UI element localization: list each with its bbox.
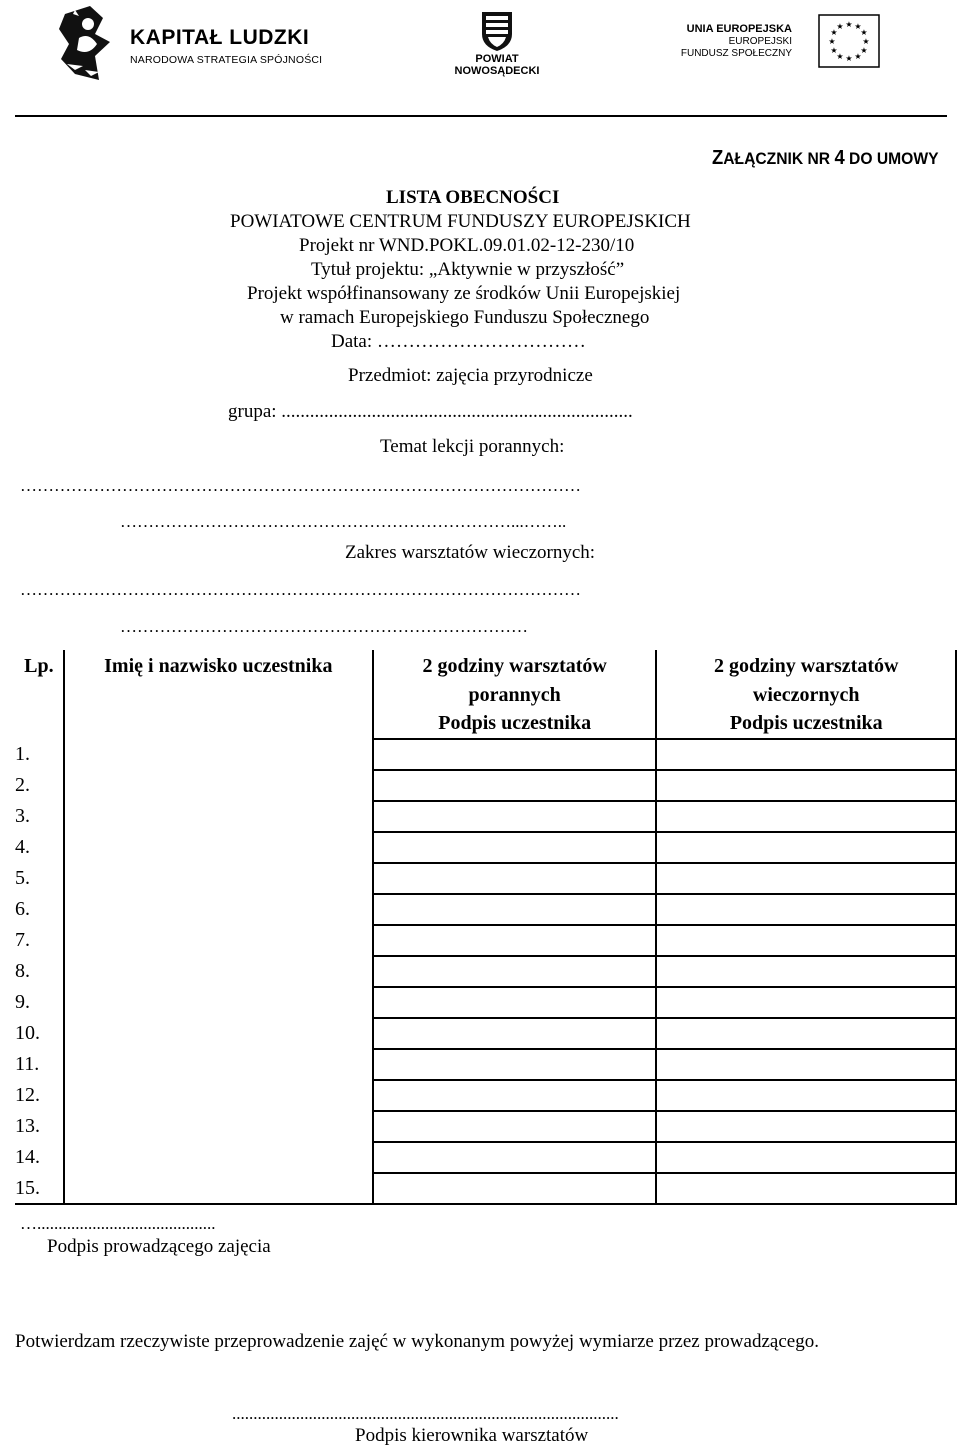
evening-signature-cell[interactable] xyxy=(656,1142,956,1173)
participant-name-cell[interactable] xyxy=(64,1111,373,1142)
organization-name: POWIATOWE CENTRUM FUNDUSZY EUROPEJSKICH xyxy=(230,211,691,232)
svg-text:★: ★ xyxy=(862,37,870,46)
evening-scope-dots-1: ……………………………………………………………………………………… xyxy=(20,580,581,599)
row-number: 15. xyxy=(15,1173,64,1204)
table-row xyxy=(15,1173,956,1204)
morning-signature-cell[interactable] xyxy=(373,1142,657,1173)
evening-signature-cell[interactable] xyxy=(656,863,956,894)
table-row xyxy=(15,987,956,1018)
column-morning-header: 2 godziny warsztatów porannych Podpis uczestnika xyxy=(373,650,657,739)
morning-topic-dots-2: ……………………………………………………………...…….. xyxy=(120,512,567,531)
instructor-signature-dots: ….......................................... xyxy=(20,1214,216,1233)
participant-name-cell[interactable] xyxy=(64,1018,373,1049)
document-title: LISTA OBECNOŚCI xyxy=(386,187,560,208)
participant-name-cell[interactable] xyxy=(64,987,373,1018)
morning-signature-cell[interactable] xyxy=(373,1049,657,1080)
group-field: grupa: .......................................................................... xyxy=(228,401,633,422)
row-number: 12. xyxy=(15,1084,40,1106)
row-number: 10. xyxy=(15,1022,40,1044)
kapital-ludzki-name: KAPITAŁ LUDZKI xyxy=(130,26,310,49)
svg-text:★: ★ xyxy=(828,37,836,46)
participant-name-cell[interactable] xyxy=(64,956,373,987)
column-evening-header: 2 godziny warsztatów wieczornych Podpis uczestnika xyxy=(656,650,956,739)
morning-signature-cell[interactable] xyxy=(373,801,657,832)
svg-text:★: ★ xyxy=(845,54,853,63)
cofinance-line-1: Projekt współfinansowany ze środków Unii Europejskiej xyxy=(247,283,681,304)
morning-signature-cell[interactable] xyxy=(373,1173,657,1204)
morning-signature-cell[interactable] xyxy=(373,770,657,801)
evening-signature-cell[interactable] xyxy=(656,832,956,863)
instructor-signature-label: Podpis prowadzącego zajęcia xyxy=(47,1236,271,1257)
project-number: Projekt nr WND.POKL.09.01.02-12-230/10 xyxy=(299,235,635,256)
row-number: 8. xyxy=(15,960,30,982)
row-number: 1. xyxy=(15,743,30,765)
table-row xyxy=(15,832,956,863)
participant-name-cell[interactable] xyxy=(64,1173,373,1204)
evening-signature-cell[interactable] xyxy=(656,1018,956,1049)
eu-line-3: FUNDUSZ SPOŁECZNY xyxy=(680,48,792,59)
row-number: 13. xyxy=(15,1115,40,1137)
evening-signature-cell[interactable] xyxy=(656,925,956,956)
subject-line: Przedmiot: zajęcia przyrodnicze xyxy=(348,365,593,386)
evening-scope-dots-2: ……………………………………………………………… xyxy=(120,617,528,636)
svg-text:★: ★ xyxy=(830,46,838,55)
morning-signature-cell[interactable] xyxy=(373,1018,657,1049)
confirmation-text: Potwierdzam rzeczywiste przeprowadzenie zajęć w wykonanym powyżej wymiarze przez prowadzącego. xyxy=(15,1331,819,1352)
kapital-ludzki-logo xyxy=(55,4,325,84)
row-number: 6. xyxy=(15,898,30,920)
table-row xyxy=(15,1018,956,1049)
row-number: 3. xyxy=(15,805,30,827)
participant-name-cell[interactable] xyxy=(64,925,373,956)
table-row xyxy=(15,1080,956,1111)
powiat-coat-of-arms-icon xyxy=(480,10,514,52)
participant-name-cell[interactable] xyxy=(64,863,373,894)
annex-label: ZAŁĄCZNIK NR 4 DO UMOWY xyxy=(712,147,939,169)
table-row xyxy=(15,956,956,987)
svg-text:★: ★ xyxy=(860,46,868,55)
evening-scope-label: Zakres warsztatów wieczornych: xyxy=(345,542,596,563)
table-row xyxy=(15,1049,956,1080)
morning-signature-cell[interactable] xyxy=(373,956,657,987)
row-number: 4. xyxy=(15,836,30,858)
evening-signature-cell[interactable] xyxy=(656,801,956,832)
powiat-logo xyxy=(432,10,562,77)
svg-text:★: ★ xyxy=(836,22,844,31)
morning-signature-cell[interactable] xyxy=(373,1080,657,1111)
morning-signature-cell[interactable] xyxy=(373,863,657,894)
column-lp-header: Lp. xyxy=(24,655,54,677)
participant-name-cell[interactable] xyxy=(64,894,373,925)
participant-name-cell[interactable] xyxy=(64,739,373,770)
morning-signature-cell[interactable] xyxy=(373,987,657,1018)
participant-name-cell[interactable] xyxy=(64,832,373,863)
svg-text:★: ★ xyxy=(836,52,844,61)
evening-signature-cell[interactable] xyxy=(656,987,956,1018)
project-title: Tytuł projektu: „Aktywnie w przyszłość” xyxy=(311,259,625,280)
morning-signature-cell[interactable] xyxy=(373,894,657,925)
table-header-row xyxy=(15,650,956,739)
morning-signature-cell[interactable] xyxy=(373,832,657,863)
morning-signature-cell[interactable] xyxy=(373,1111,657,1142)
svg-text:★: ★ xyxy=(860,28,868,37)
row-number: 7. xyxy=(15,929,30,951)
svg-text:★: ★ xyxy=(854,52,862,61)
participant-name-cell[interactable] xyxy=(64,770,373,801)
svg-text:★: ★ xyxy=(854,22,862,31)
participant-name-cell[interactable] xyxy=(64,1142,373,1173)
attendance-table xyxy=(15,650,957,1205)
evening-signature-cell[interactable] xyxy=(656,770,956,801)
morning-signature-cell[interactable] xyxy=(373,739,657,770)
morning-topic-dots-1: ……………………………………………………………………………………… xyxy=(20,476,581,495)
header-rule xyxy=(15,115,947,117)
row-number: 9. xyxy=(15,991,30,1013)
table-row xyxy=(15,925,956,956)
manager-signature-label: Podpis kierownika warsztatów xyxy=(355,1425,589,1446)
eu-line-1: UNIA EUROPEJSKA xyxy=(686,23,792,35)
table-row xyxy=(15,739,956,770)
kapital-ludzki-emblem-icon xyxy=(55,4,125,84)
evening-signature-cell[interactable] xyxy=(656,1049,956,1080)
participant-name-cell[interactable] xyxy=(64,801,373,832)
powiat-name: POWIAT NOWOSĄDECKI xyxy=(454,53,540,77)
kapital-ludzki-tagline: NARODOWA STRATEGIA SPÓJNOŚCI xyxy=(130,54,323,66)
evening-signature-cell[interactable] xyxy=(656,1080,956,1111)
row-number: 2. xyxy=(15,774,30,796)
row-number: 5. xyxy=(15,867,30,889)
cofinance-line-2: w ramach Europejskiego Funduszu Społecznego xyxy=(280,307,650,328)
evening-signature-cell[interactable] xyxy=(656,894,956,925)
table-row xyxy=(15,863,956,894)
table-row xyxy=(15,1142,956,1173)
column-name-header: Imię i nazwisko uczestnika xyxy=(64,650,373,739)
participant-name-cell[interactable] xyxy=(64,1080,373,1111)
table-row xyxy=(15,894,956,925)
evening-signature-cell[interactable] xyxy=(656,1111,956,1142)
manager-signature-dots: ........................................................................................... xyxy=(232,1404,619,1423)
evening-signature-cell[interactable] xyxy=(656,739,956,770)
evening-signature-cell[interactable] xyxy=(656,1173,956,1204)
evening-signature-cell[interactable] xyxy=(656,956,956,987)
participant-name-cell[interactable] xyxy=(64,1049,373,1080)
table-row xyxy=(15,770,956,801)
date-field: Data: …………………………… xyxy=(331,331,586,352)
eu-line-2: EUROPEJSKI xyxy=(728,36,792,47)
row-number: 14. xyxy=(15,1146,40,1168)
row-number: 11. xyxy=(15,1053,40,1075)
morning-signature-cell[interactable] xyxy=(373,925,657,956)
svg-text:★: ★ xyxy=(845,20,853,29)
table-row xyxy=(15,801,956,832)
table-row xyxy=(15,1111,956,1142)
svg-text:★: ★ xyxy=(830,28,838,37)
morning-topic-label: Temat lekcji porannych: xyxy=(380,436,565,457)
eu-logo xyxy=(680,14,884,70)
eu-flag-icon xyxy=(818,14,880,68)
